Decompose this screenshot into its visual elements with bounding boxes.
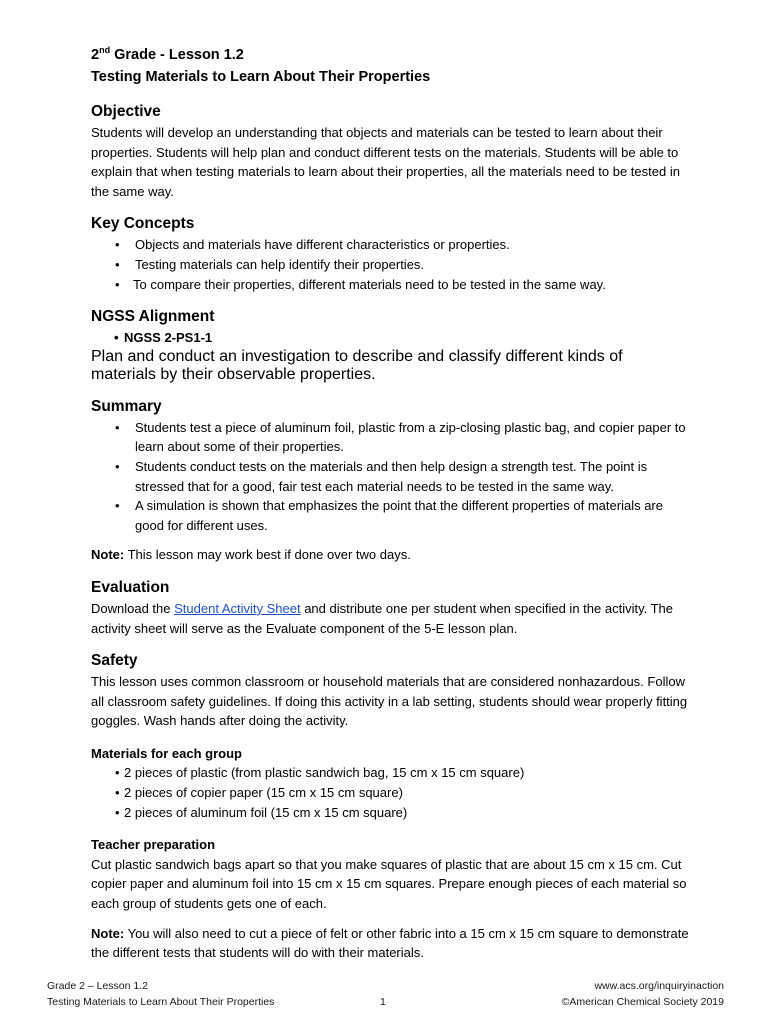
footer-lesson-label: Grade 2 – Lesson 1.2 <box>47 980 148 992</box>
list-item: • 2 pieces of plastic (from plastic sandwich bag, 15 cm x 15 cm square) <box>91 763 691 783</box>
teacher-prep-note: Note: You will also need to cut a piece of felt or other fabric into a 15 cm x 15 cm square to demonstrate the different tests that students will do with their materials. <box>91 925 689 961</box>
bullet-icon: • <box>114 330 119 346</box>
safety-section <box>91 650 691 731</box>
ngss-code: • NGSS 2-PS1-1 <box>91 328 691 348</box>
list-item: • Testing materials can help identify their properties. <box>91 255 691 275</box>
bullet-icon: • <box>115 804 120 820</box>
materials-heading: Materials for each group <box>91 745 242 761</box>
summary-note: Note: This lesson may work best if done over two days. <box>91 547 411 563</box>
summary-section <box>91 396 691 565</box>
footer-left <box>47 978 274 1010</box>
ngss-section <box>91 306 691 384</box>
key-concepts-section <box>91 213 691 294</box>
list-item: • A simulation is shown that emphasizes the point that the different properties of materials are good for different uses. <box>115 498 663 533</box>
objective-heading: Objective <box>91 103 161 120</box>
evaluation-heading: Evaluation <box>91 578 170 596</box>
bullet-icon: • <box>115 237 120 253</box>
student-activity-sheet-link[interactable]: Student Activity Sheet <box>174 600 301 616</box>
footer-lesson-title: Testing Materials to Learn About Their Properties <box>47 996 275 1008</box>
bullet-icon: • <box>115 276 120 292</box>
evaluation-section <box>91 577 691 638</box>
key-concepts-list <box>91 235 691 294</box>
footer-website: www.acs.org/inquiryinaction <box>594 980 724 992</box>
bullet-icon: • <box>115 765 120 781</box>
lesson-title: Testing Materials to Learn About Their Properties <box>91 69 431 85</box>
list-item: • Objects and materials have different characteristics or properties. <box>91 235 691 255</box>
key-concepts-heading: Key Concepts <box>91 215 195 233</box>
teacher-prep-text: Cut plastic sandwich bags apart so that you make squares of plastic that are about 15 cm x 15 cm. Cut copier paper and aluminum foil into 15 cm x 15 cm squares. Prepare enough pieces of each material so each group of students gets one of each. <box>91 856 687 912</box>
ngss-list <box>91 328 691 348</box>
lesson-grade-heading: 2nd Grade - Lesson 1.2 <box>91 45 244 63</box>
objective-section <box>91 101 691 201</box>
evaluation-text: Download the Student Activity Sheet and distribute one per student when specified in the activity. The activity sheet will serve as the Evaluate component of the 5-E lesson plan. <box>91 600 674 636</box>
bullet-icon: • <box>115 458 120 474</box>
list-item: • Students test a piece of aluminum foil, plastic from a zip-closing plastic bag, and copier paper to learn about some of their properties. <box>115 419 686 455</box>
list-item: • To compare their properties, different materials need to be tested in the same way. <box>91 275 691 295</box>
summary-heading: Summary <box>91 397 162 415</box>
list-item: • 2 pieces of aluminum foil (15 cm x 15 cm square) <box>91 803 691 823</box>
list-item: • 2 pieces of copier paper (15 cm x 15 cm square) <box>91 783 691 803</box>
page-number: 1 <box>380 996 386 1008</box>
document-page <box>91 44 691 963</box>
bullet-icon: • <box>115 419 120 435</box>
safety-text: This lesson uses common classroom or household materials that are considered nonhazardous. Follow all classroom safety guidelines. If doing this activity in a lab setting, students should wear properly fitting goggles. Wash hands after doing the activity. <box>91 674 688 729</box>
objective-text: Students will develop an understanding that objects and materials can be tested to learn about their properties. Students will help plan and conduct different tests on the materials. Students will be able to explain that when testing materials to learn about their properties, all the materials need to be tested in the same way. <box>91 125 680 199</box>
footer-copyright: ©American Chemical Society 2019 <box>561 996 724 1008</box>
footer-right <box>562 978 724 1010</box>
bullet-icon: • <box>115 785 120 801</box>
list-item: • Students conduct tests on the materials and then help design a strength test. The point is stressed that for a good, fair test each material needs to be tested in the same way. <box>115 458 648 494</box>
summary-list <box>91 418 691 536</box>
bullet-icon: • <box>115 498 120 514</box>
ngss-performance-expectation: Plan and conduct an investigation to describe and classify different kinds of materials by their observable properties. <box>91 347 623 383</box>
materials-list <box>91 763 691 822</box>
bullet-icon: • <box>115 256 120 272</box>
teacher-prep-heading: Teacher preparation <box>91 837 216 853</box>
ngss-heading: NGSS Alignment <box>91 308 215 326</box>
safety-heading: Safety <box>91 652 138 670</box>
